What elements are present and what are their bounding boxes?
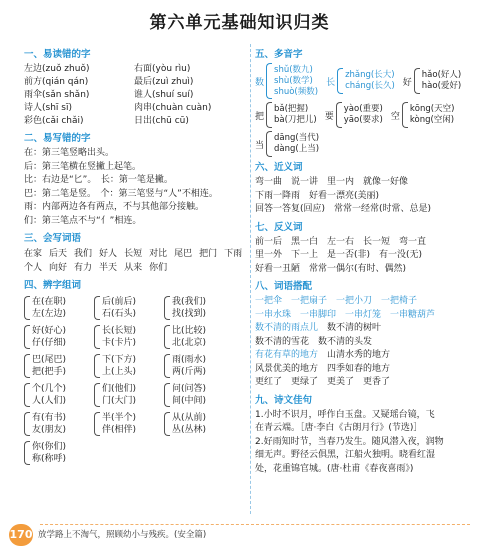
brace-icon — [24, 383, 30, 407]
word: 好人 — [99, 249, 118, 259]
section-heading-4: 四、辨字组词 — [24, 280, 82, 291]
poem-line: 细无声。野径云俱黑，江船火独明。晓看红湿 — [255, 450, 436, 460]
list-item: 里一外 下一上 是一否(非) 有一没(无) — [255, 250, 423, 260]
word: 个人 — [24, 263, 43, 273]
section-heading-9: 九、诗文佳句 — [255, 394, 313, 406]
poem-line: 2.好雨知时节，当春乃发生。随风潜入夜，润物 — [255, 436, 444, 447]
polyphone-row — [255, 63, 470, 99]
list-item: 巴：第二笔是竖。 个：第三笔竖与“人”不相连。 — [24, 188, 218, 199]
brace-icon — [94, 412, 100, 436]
char-pair: 长(长短) 卡(卡片) — [94, 323, 164, 351]
brace-icon — [266, 102, 272, 128]
list-item: 在：第三笔竖略出头。 — [24, 148, 115, 158]
word: 把门 — [199, 249, 218, 259]
polyphone-yao: 要 yào(重要) yāo(要求) — [325, 102, 383, 128]
char-pair: 我(我们) 找(找到) — [164, 294, 234, 322]
list-item: 前方(qián qán) 最后(zuì zhuì) — [24, 77, 194, 87]
list-item: 左边(zuǒ zhuǒ) 右面(yòu rìu) — [24, 64, 191, 74]
left-column — [24, 44, 250, 467]
list-item: 诗人(shī sī) 肉串(chuàn cuàn) — [24, 103, 212, 113]
page-number-badge: 170 — [9, 524, 33, 546]
list-item: 数不清的雪花 数不清的头发 — [255, 336, 373, 347]
brace-icon — [164, 354, 170, 378]
char-pair: 雨(雨水) 两(斤两) — [164, 352, 234, 380]
list-item: 一串水珠 一串脚印 一串灯笼 一串糖葫芦 — [255, 309, 436, 320]
list-item: 比：右边是“匕”。 长：第一笔是撇。 — [24, 175, 173, 185]
list-item: 雨：内部两边各有两点，不与其他部分接触。 — [24, 202, 205, 212]
list-item: 一把伞 一把扇子 一把小刀 一把椅子 — [255, 296, 418, 306]
char-pair: 从(从前) 丛(丛林) — [164, 410, 234, 438]
word: 后天 — [49, 249, 68, 259]
brace-icon — [266, 131, 272, 157]
brace-icon — [94, 354, 100, 378]
brace-icon — [336, 102, 342, 128]
page-footer — [0, 520, 479, 549]
footer-divider — [40, 524, 470, 525]
section-heading-7: 七、反义词 — [255, 221, 303, 233]
brace-icon — [24, 441, 30, 465]
word: 长短 — [124, 249, 143, 259]
brace-icon — [164, 296, 170, 320]
list-item: 数不清的雨点儿 数不清的树叶 — [255, 323, 382, 333]
char-pair: 在(在职) 左(左边) — [24, 294, 94, 322]
polyphone-ba: 把 bǎ(把握) bà(刀把儿) — [255, 102, 317, 128]
char-pair: 个(几个) 人(人们) — [24, 381, 94, 409]
char-pair: 后(前后) 石(石头) — [94, 294, 164, 322]
poem-line: 在青云端。［唐·李白《古朗月行》(节选)］ — [255, 423, 423, 433]
word: 半天 — [99, 263, 118, 273]
list-item: 彩色(cǎi chǎi) 日出(chū cū) — [24, 116, 189, 126]
word: 尾巴 — [174, 249, 193, 259]
polyphone-chang: 长 zhǎng(长大) cháng(长久) — [326, 68, 395, 94]
char-pair: 问(问答) 间(中间) — [164, 381, 234, 409]
section-heading-1: 一、易读错的字 — [24, 49, 91, 60]
char-pair: 好(好心) 仔(仔细) — [24, 323, 94, 351]
page-title: 第六单元基础知识归类 — [149, 13, 330, 33]
brace-icon — [24, 354, 30, 378]
column-divider — [250, 44, 251, 514]
char-pair: 下(下方) 上(上头) — [94, 352, 164, 380]
brace-icon — [164, 325, 170, 349]
brace-icon — [24, 325, 30, 349]
list-item: 有花有草的地方 山清水秀的地方 — [255, 350, 391, 360]
word: 下雨 — [224, 249, 243, 259]
word-list — [24, 247, 250, 275]
list-item: 下雨一降雨 好看一漂亮(美丽) — [255, 190, 380, 201]
brace-icon — [266, 63, 272, 99]
word: 向好 — [49, 263, 68, 273]
list-item: 回答一答复(回应) 常常一经常(时常、总是) — [255, 204, 432, 214]
char-pair: 有(有书) 友(朋友) — [24, 410, 94, 438]
polyphone-row — [255, 102, 470, 128]
char-pair: 比(比较) 北(北京) — [164, 323, 234, 351]
brace-icon — [94, 296, 100, 320]
char-pair: 们(他们) 门(大门) — [94, 381, 164, 409]
word: 在家 — [24, 249, 43, 259]
right-column — [255, 44, 470, 476]
brace-icon — [94, 325, 100, 349]
char-pair: 巴(尾巴) 把(把手) — [24, 352, 94, 380]
list-item: 弯一曲 说一讲 里一内 就像一好像 — [255, 177, 409, 187]
polyphone-kong: 空 kōng(天空) kòng(空闲) — [391, 102, 455, 128]
section-heading-2: 二、易写错的字 — [24, 133, 91, 144]
word: 从来 — [124, 263, 143, 273]
section-heading-8: 八、词语搭配 — [255, 281, 313, 292]
polyphone-row — [255, 131, 470, 157]
list-item: 更红了 更绿了 更美了 更香了 — [255, 377, 391, 387]
brace-icon — [337, 68, 343, 94]
list-item: 们：第三笔点不与“亻”相连。 — [24, 215, 142, 226]
list-item: 好看一丑陋 常常一偶尔(有时、偶然) — [255, 263, 407, 274]
section-heading-6: 六、近义词 — [255, 162, 303, 173]
poem-line: 处，花重锦官城。(唐·杜甫《春夜喜雨》) — [255, 463, 414, 474]
polyphone-dang: 当 dāng(当代) dàng(上当) — [255, 131, 319, 157]
section-heading-3: 三、会写词语 — [24, 233, 82, 244]
brace-icon — [94, 383, 100, 407]
word: 你们 — [149, 263, 168, 273]
brace-icon — [164, 412, 170, 436]
char-pair: 半(半个) 伴(相伴) — [94, 410, 164, 438]
footer-text: 放学路上不淘气，照顾幼小与残疾。(安全篇) — [38, 530, 207, 540]
list-item: 后：第三笔横在竖撇上起笔。 — [24, 161, 142, 172]
list-item: 前一后 黑一白 左一右 长一短 弯一直 — [255, 236, 427, 247]
char-pair: 你(你们) 称(称呼) — [24, 439, 94, 467]
brace-icon — [414, 68, 420, 94]
polyphone-shu: 数 shǔ(数九) shù(数学) shuò(频数) — [255, 63, 318, 99]
list-item: 雨伞(sǎn shǎn) 谁人(shuí suí) — [24, 90, 194, 100]
brace-icon — [164, 383, 170, 407]
brace-icon — [24, 412, 30, 436]
word: 我们 — [74, 249, 93, 259]
char-pair-grid — [24, 294, 250, 467]
poem-line: 1.小时不识月，呼作白玉盘。又疑瑶台镜，飞 — [255, 409, 435, 420]
brace-icon — [24, 296, 30, 320]
polyphone-hao: 好 hǎo(好人) hào(爱好) — [403, 68, 461, 94]
list-item: 风景优美的地方 四季如春的地方 — [255, 363, 391, 374]
word: 有力 — [74, 263, 93, 273]
section-heading-5: 五、多音字 — [255, 49, 303, 60]
word: 对比 — [149, 249, 168, 259]
misread-list — [24, 63, 250, 128]
brace-icon — [402, 102, 408, 128]
